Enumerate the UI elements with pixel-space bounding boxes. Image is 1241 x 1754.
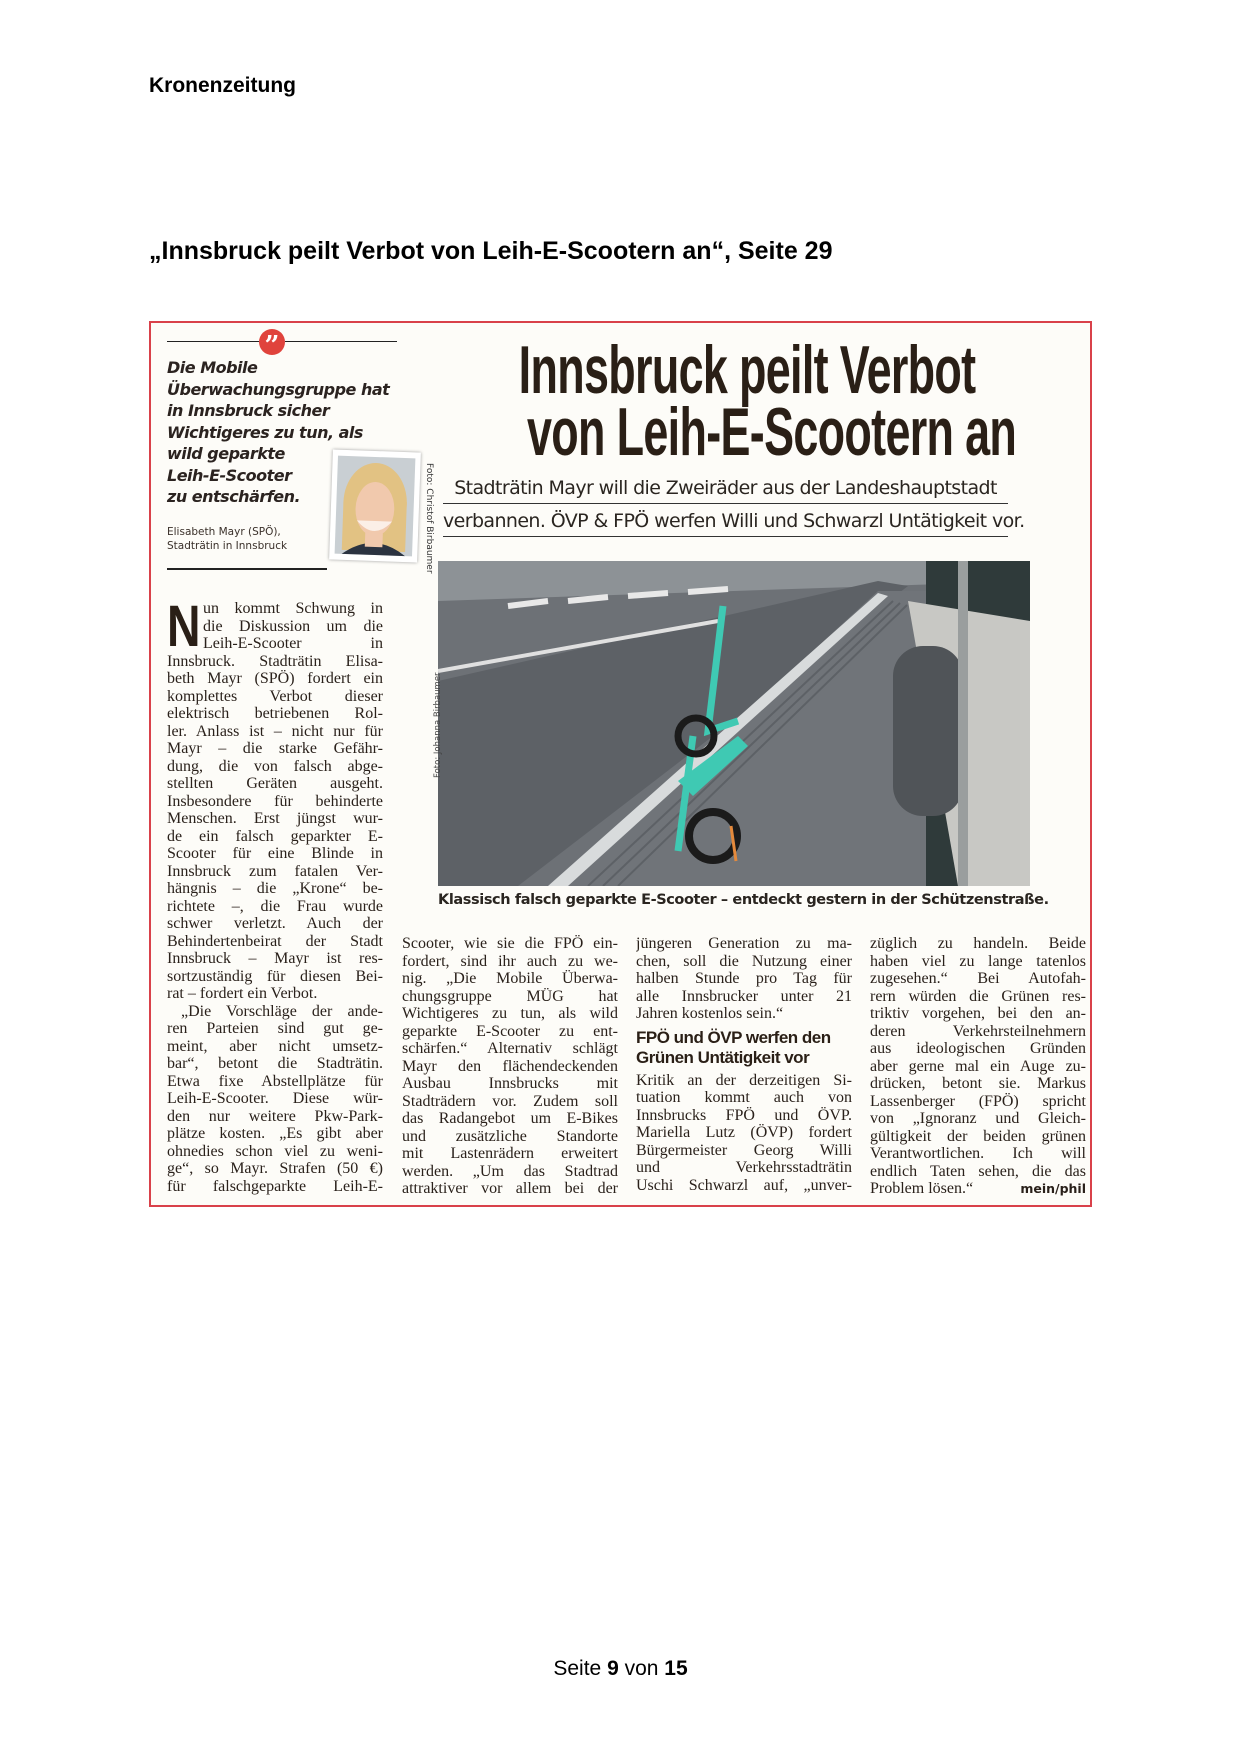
text-line: Mariella Lutz (ÖVP) fordert: [636, 1124, 852, 1141]
divider: [285, 341, 397, 342]
photo-credit: Foto: Christof Birbaumer: [424, 463, 434, 574]
text-line: Mayr – die starke Gefähr-: [167, 740, 383, 757]
text-line: jüngeren Generation zu ma-: [636, 935, 852, 952]
attribution-name: Elisabeth Mayr (SPÖ),: [167, 526, 281, 538]
text-line: Innsbruck. Stadträtin Elisa-: [167, 652, 383, 670]
text-line: Menschen. Erst jüngst wur-: [167, 810, 383, 827]
text-line: Bürgermeister Georg Willi: [636, 1141, 852, 1159]
text-line: Stadträdern vor. Zudem soll: [402, 1092, 618, 1110]
text-line: [870, 1180, 1086, 1198]
text-line: fordert, sind ihr auch zu we-: [402, 952, 618, 970]
quote-line: wild geparkte: [167, 444, 285, 463]
text-line: bar“, betont die Stadträtin.: [167, 1055, 383, 1072]
text-line: die Diskussion um die: [203, 617, 383, 635]
quote-line: Die Mobile: [167, 358, 258, 377]
headline-line-2: von Leih-E-Scootern an: [527, 394, 1017, 470]
text-line: richtete –, die Frau wurde: [167, 897, 383, 915]
text-line: hängnis – die „Krone“ be-: [167, 880, 383, 897]
text-line: das Radangebot um E-Bikes: [402, 1110, 618, 1127]
text-line: ohnedies schon viel zu weni-: [167, 1142, 383, 1160]
text-line: Jahren kostenlos sein.“: [636, 1005, 784, 1022]
text-line: endlich Taten sehen, die das: [870, 1162, 1086, 1180]
text-line: de ein falsch geparkter E-: [167, 827, 383, 845]
quote-mark-icon: ”: [259, 329, 285, 355]
text-line: Etwa fixe Abstellplätze für: [167, 1072, 383, 1090]
text-line: Kritik an der derzeitigen Si-: [636, 1071, 852, 1089]
portrait-photo: [329, 449, 421, 562]
photo-credit: Foto: Johanna Birbaumer: [433, 672, 443, 778]
text-line: züglich zu handeln. Beide: [870, 935, 1086, 952]
text-line: un kommt Schwung in: [203, 600, 383, 617]
text-line: ge“, so Mayr. Strafen (50 €): [167, 1160, 383, 1177]
text-line: dung, die von falsch abge-: [167, 757, 383, 775]
subheading-line: Grünen Untätigkeit vor: [636, 1047, 810, 1067]
text-line: sortzuständig für diesen Bei-: [167, 967, 383, 985]
text-line: meint, aber nicht umsetz-: [167, 1037, 383, 1055]
quote-line: Leih-E-Scooter: [167, 465, 292, 485]
text-line: halben Stunde pro Tag für: [636, 970, 852, 987]
text-line: attraktiver vor allem bei der: [402, 1180, 618, 1197]
page-footer: Seite 9 von 15: [553, 1657, 688, 1680]
document-title: „Innsbruck peilt Verbot von Leih-E-Scootern an“, Seite 29: [149, 237, 833, 265]
text-line: aber gerne mal ein Auge zu-: [870, 1057, 1086, 1075]
article-column-2: [402, 935, 618, 1198]
attribution-role: Stadträtin in Innsbruck: [167, 540, 288, 552]
text-line: haben viel zu lange tatenlos: [870, 952, 1086, 970]
text-line: plätze kosten. „Es gibt aber: [167, 1125, 383, 1142]
text-line: zugesehen.“ Bei Autofah-: [870, 970, 1086, 987]
text-line: Mayr den flächendeckenden: [402, 1057, 618, 1075]
divider: [167, 341, 261, 342]
article-photo: [438, 561, 1030, 886]
text-line: Lassenberger (FPÖ) spricht: [870, 1092, 1086, 1110]
section-subheading: [636, 1028, 852, 1068]
text-line: Scooter für eine Blinde in: [167, 845, 383, 862]
text-line: geparkte E-Scooter zu ent-: [402, 1022, 618, 1040]
quote-line: in Innsbruck sicher: [167, 401, 330, 420]
text-line: Leih-E-Scooter. Diese wür-: [167, 1090, 383, 1107]
text-line: und Verkehrsstadträtin: [636, 1159, 852, 1176]
subheading-line: FPÖ und ÖVP werfen den: [636, 1027, 831, 1047]
text-line: rat – fordert ein Verbot.: [167, 985, 318, 1002]
text-line: Insbesondere für behinderte: [167, 792, 383, 810]
text-line: und zusätzliche Standorte: [402, 1127, 618, 1145]
text-line: Verantwortlichen. Ich will: [870, 1145, 1086, 1162]
article-column-1: [167, 594, 383, 1195]
quote-line: Überwachungsgruppe hat: [167, 379, 390, 399]
text-line: elektrisch betriebenen Rol-: [167, 705, 383, 722]
text-line: komplettes Verbot dieser: [167, 687, 383, 705]
text-line: Leih-E-Scooter in: [203, 635, 383, 652]
drop-cap: N: [167, 594, 201, 659]
article-column-3: [636, 935, 852, 1194]
text-line: Innsbrucks FPÖ und ÖVP.: [636, 1106, 852, 1124]
text-line: alle Innsbrucker unter 21: [636, 987, 852, 1005]
text-line: deren Verkehrsteilnehmern: [870, 1022, 1086, 1040]
text-line: aus ideologischen Gründen: [870, 1040, 1086, 1057]
text-line: beth Mayr (SPÖ) fordert ein: [167, 670, 383, 687]
text-line: Ausbau Innsbrucks mit: [402, 1075, 618, 1092]
divider: [167, 568, 327, 570]
photo-caption: Klassisch falsch geparkte E-Scooter – entdeckt gestern in der Schützenstraße.: [438, 892, 1049, 908]
text-line: schwer verletzt. Auch der: [167, 915, 383, 932]
text-line: Problem lösen.“: [870, 1180, 974, 1197]
text-line: schärfen.“ Alternativ schlägt: [402, 1040, 618, 1057]
text-line: ler. Anlass ist – nicht nur für: [167, 722, 383, 740]
article-column-4: [870, 935, 1086, 1198]
headline-line-1: Innsbruck peilt Verbot: [518, 332, 976, 408]
text-line: von „Ignoranz und Gleich-: [870, 1110, 1086, 1127]
quote-attribution: [167, 525, 287, 553]
text-line: gültigkeit der beiden grünen: [870, 1127, 1086, 1145]
text-line: chungsgruppe MÜG hat: [402, 987, 618, 1005]
text-line: ren Parteien sind gut ge-: [167, 1020, 383, 1037]
text-line: chen, soll die Nutzung einer: [636, 952, 852, 970]
author-signature: mein/phil: [1020, 1181, 1086, 1196]
text-line: rern würden die Grünen res-: [870, 987, 1086, 1005]
text-line: Scooter, wie sie die FPÖ ein-: [402, 935, 618, 952]
text-line: Uschi Schwarzl auf, „unver-: [636, 1176, 852, 1194]
source-label: Kronenzeitung: [149, 74, 296, 97]
text-line: nig. „Die Mobile Überwa-: [402, 970, 618, 987]
text-line: mit Lastenrädern erweitert: [402, 1145, 618, 1162]
subheadline-line-2: verbannen. ÖVP & FPÖ werfen Willi und Schwarzl Untätigkeit vor.: [443, 506, 1008, 537]
text-line: Innsbruck – Mayr ist res-: [167, 950, 383, 967]
text-line: werden. „Um das Stadtrad: [402, 1162, 618, 1180]
text-line: „Die Vorschläge der ande-: [181, 1002, 383, 1020]
text-line: tuation kommt auch von: [636, 1089, 852, 1106]
text-line: Behindertenbeirat der Stadt: [167, 932, 383, 950]
text-line: Wichtigeres zu tun, als wild: [402, 1005, 618, 1022]
text-line: stellten Geräten ausgeht.: [167, 775, 383, 792]
newspaper-clipping: [149, 321, 1092, 1207]
quote-line: Wichtigeres zu tun, als: [167, 422, 363, 442]
text-line: Innsbruck zum fatalen Ver-: [167, 862, 383, 880]
text-line: drücken, betont sie. Markus: [870, 1075, 1086, 1092]
text-line: den nur weitere Pkw-Park-: [167, 1107, 383, 1125]
text-line: triktiv vorgehen, bei den an-: [870, 1005, 1086, 1022]
quote-line: zu entschärfen.: [167, 487, 301, 506]
text-line: für falschgeparkte Leih-E-: [167, 1177, 383, 1195]
subheadline-line-1: Stadträtin Mayr will die Zweiräder aus der Landeshauptstadt: [443, 473, 1008, 504]
